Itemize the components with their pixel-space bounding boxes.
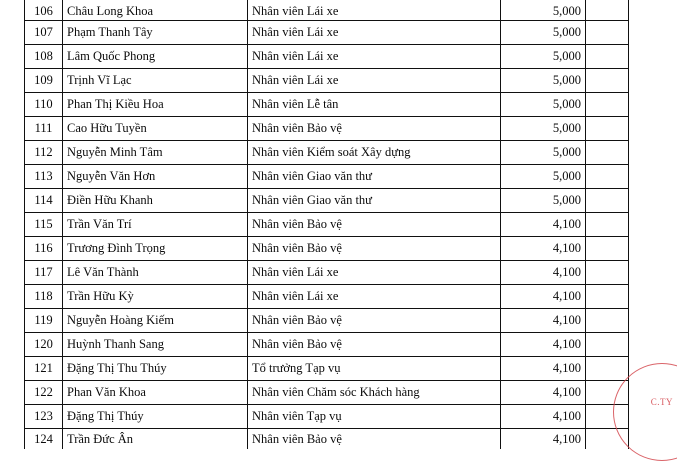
- employee-name-cell: Nguyễn Minh Tâm: [63, 141, 248, 165]
- note-cell: [586, 237, 629, 261]
- amount-cell: 4,100: [501, 237, 586, 261]
- row-number-cell: 124: [25, 429, 63, 450]
- employee-name-cell: Phạm Thanh Tây: [63, 21, 248, 45]
- row-number-cell: 115: [25, 213, 63, 237]
- position-cell: Nhân viên Lái xe: [248, 285, 501, 309]
- employee-name-cell: Phan Văn Khoa: [63, 381, 248, 405]
- amount-cell: 4,100: [501, 213, 586, 237]
- position-cell: Nhân viên Lái xe: [248, 261, 501, 285]
- position-cell: Nhân viên Lái xe: [248, 0, 501, 21]
- employee-name-cell: Điền Hữu Khanh: [63, 189, 248, 213]
- position-cell: Nhân viên Bảo vệ: [248, 429, 501, 450]
- note-cell: [586, 69, 629, 93]
- row-number-cell: 121: [25, 357, 63, 381]
- row-number-cell: 118: [25, 285, 63, 309]
- row-number-cell: 120: [25, 333, 63, 357]
- note-cell: [586, 429, 629, 450]
- amount-cell: 5,000: [501, 0, 586, 21]
- amount-cell: 5,000: [501, 141, 586, 165]
- row-number-cell: 122: [25, 381, 63, 405]
- table-row: [25, 357, 629, 381]
- position-cell: Nhân viên Lái xe: [248, 21, 501, 45]
- position-cell: Nhân viên Tạp vụ: [248, 405, 501, 429]
- position-cell: Nhân viên Giao văn thư: [248, 165, 501, 189]
- employee-name-cell: Trương Đình Trọng: [63, 237, 248, 261]
- table-row: [25, 429, 629, 450]
- employee-name-cell: Huỳnh Thanh Sang: [63, 333, 248, 357]
- table-body: [25, 0, 629, 449]
- note-cell: [586, 333, 629, 357]
- table-row: [25, 381, 629, 405]
- employee-name-cell: Cao Hữu Tuyền: [63, 117, 248, 141]
- note-cell: [586, 309, 629, 333]
- employee-allowance-table: [24, 0, 629, 449]
- position-cell: Nhân viên Lái xe: [248, 45, 501, 69]
- position-cell: Nhân viên Kiểm soát Xây dựng: [248, 141, 501, 165]
- position-cell: Nhân viên Lái xe: [248, 69, 501, 93]
- table-row: [25, 213, 629, 237]
- row-number-cell: 109: [25, 69, 63, 93]
- position-cell: Tổ trưởng Tạp vụ: [248, 357, 501, 381]
- amount-cell: 4,100: [501, 381, 586, 405]
- table-row: [25, 93, 629, 117]
- row-number-cell: 107: [25, 21, 63, 45]
- table-row: [25, 0, 629, 21]
- note-cell: [586, 117, 629, 141]
- amount-cell: 5,000: [501, 93, 586, 117]
- note-cell: [586, 381, 629, 405]
- employee-name-cell: Châu Long Khoa: [63, 0, 248, 21]
- note-cell: [586, 213, 629, 237]
- note-cell: [586, 93, 629, 117]
- row-number-cell: 111: [25, 117, 63, 141]
- position-cell: Nhân viên Bảo vệ: [248, 333, 501, 357]
- note-cell: [586, 189, 629, 213]
- row-number-cell: 112: [25, 141, 63, 165]
- table-row: [25, 21, 629, 45]
- employee-name-cell: Trịnh Vĩ Lạc: [63, 69, 248, 93]
- row-number-cell: 116: [25, 237, 63, 261]
- note-cell: [586, 21, 629, 45]
- amount-cell: 4,100: [501, 309, 586, 333]
- row-number-cell: 110: [25, 93, 63, 117]
- amount-cell: 4,100: [501, 429, 586, 450]
- table-row: [25, 405, 629, 429]
- amount-cell: 4,100: [501, 333, 586, 357]
- amount-cell: 5,000: [501, 189, 586, 213]
- note-cell: [586, 165, 629, 189]
- employee-name-cell: Trần Đức Ân: [63, 429, 248, 450]
- employee-name-cell: Lâm Quốc Phong: [63, 45, 248, 69]
- note-cell: [586, 357, 629, 381]
- position-cell: Nhân viên Bảo vệ: [248, 117, 501, 141]
- table-row: [25, 309, 629, 333]
- table-row: [25, 141, 629, 165]
- row-number-cell: 114: [25, 189, 63, 213]
- position-cell: Nhân viên Bảo vệ: [248, 213, 501, 237]
- position-cell: Nhân viên Chăm sóc Khách hàng: [248, 381, 501, 405]
- amount-cell: 5,000: [501, 21, 586, 45]
- row-number-cell: 123: [25, 405, 63, 429]
- amount-cell: 5,000: [501, 165, 586, 189]
- position-cell: Nhân viên Giao văn thư: [248, 189, 501, 213]
- employee-name-cell: Phan Thị Kiều Hoa: [63, 93, 248, 117]
- table-row: [25, 261, 629, 285]
- note-cell: [586, 285, 629, 309]
- amount-cell: 4,100: [501, 357, 586, 381]
- table-row: [25, 189, 629, 213]
- amount-cell: 5,000: [501, 117, 586, 141]
- amount-cell: 4,100: [501, 405, 586, 429]
- table-row: [25, 285, 629, 309]
- note-cell: [586, 141, 629, 165]
- note-cell: [586, 261, 629, 285]
- employee-name-cell: Trần Hữu Kỳ: [63, 285, 248, 309]
- row-number-cell: 106: [25, 0, 63, 21]
- row-number-cell: 119: [25, 309, 63, 333]
- table-row: [25, 69, 629, 93]
- table-row: [25, 45, 629, 69]
- employee-name-cell: Đặng Thị Thu Thúy: [63, 357, 248, 381]
- note-cell: [586, 405, 629, 429]
- amount-cell: 4,100: [501, 261, 586, 285]
- employee-name-cell: Trần Văn Trí: [63, 213, 248, 237]
- amount-cell: 4,100: [501, 285, 586, 309]
- table-row: [25, 117, 629, 141]
- employee-name-cell: Nguyễn Hoàng Kiếm: [63, 309, 248, 333]
- row-number-cell: 117: [25, 261, 63, 285]
- amount-cell: 5,000: [501, 45, 586, 69]
- employee-name-cell: Đặng Thị Thúy: [63, 405, 248, 429]
- company-seal-label: C.TY: [650, 397, 673, 407]
- row-number-cell: 113: [25, 165, 63, 189]
- position-cell: Nhân viên Bảo vệ: [248, 237, 501, 261]
- row-number-cell: 108: [25, 45, 63, 69]
- table-row: [25, 333, 629, 357]
- amount-cell: 5,000: [501, 69, 586, 93]
- table-row: [25, 165, 629, 189]
- note-cell: [586, 45, 629, 69]
- employee-name-cell: Nguyễn Văn Hơn: [63, 165, 248, 189]
- position-cell: Nhân viên Lễ tân: [248, 93, 501, 117]
- position-cell: Nhân viên Bảo vệ: [248, 309, 501, 333]
- employee-name-cell: Lê Văn Thành: [63, 261, 248, 285]
- note-cell: [586, 0, 629, 21]
- table-row: [25, 237, 629, 261]
